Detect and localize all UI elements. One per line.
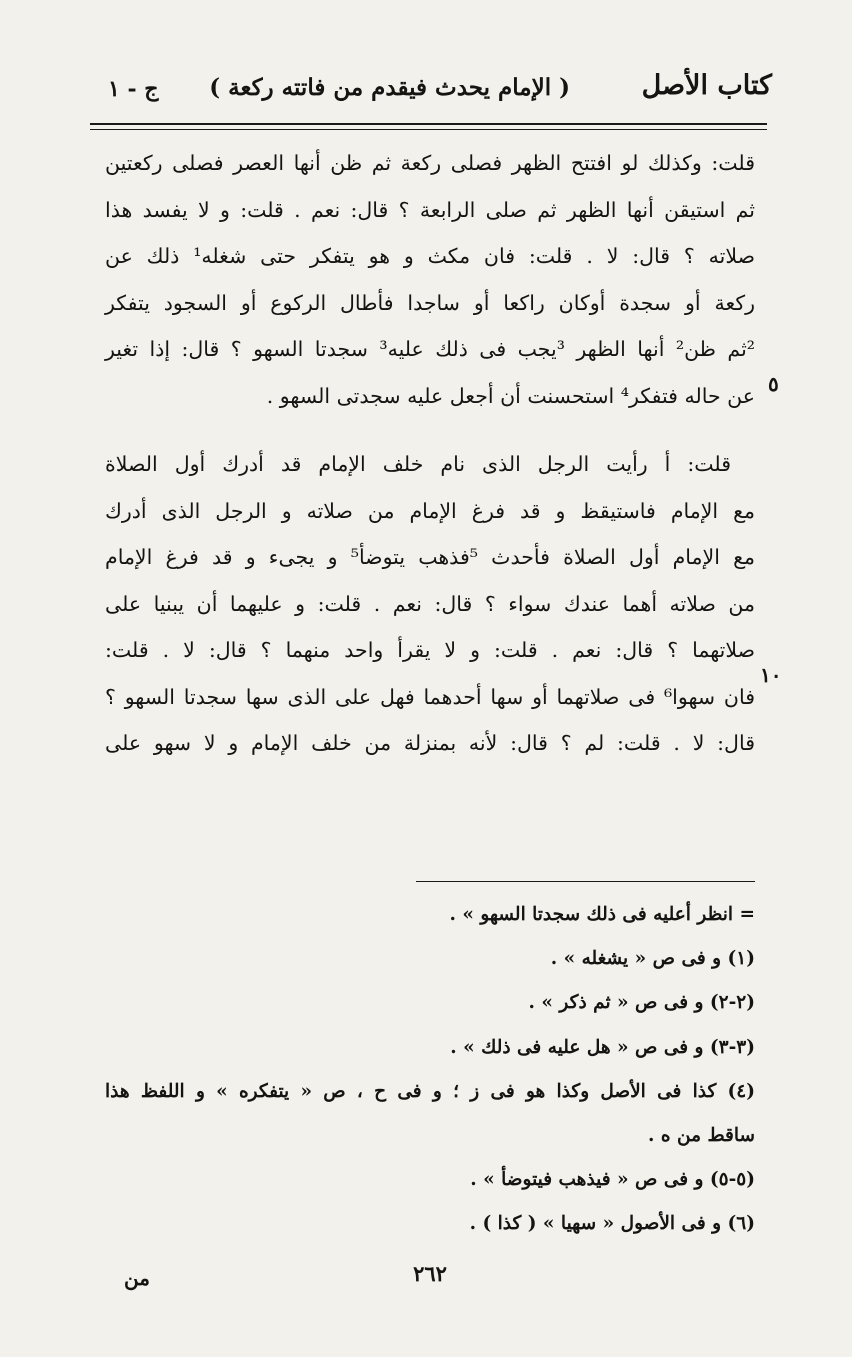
book-title: كتاب الأصل bbox=[641, 70, 772, 101]
footnote: ساقط من ه . bbox=[648, 1125, 755, 1147]
text-line: مع الإمام أول الصلاة فأحدث ⁵فذهب يتوضأ⁵ و يجىء و قد فرغ الإمام bbox=[105, 545, 755, 569]
line-number-10: ١٠ bbox=[760, 663, 782, 687]
footnote-rule bbox=[416, 881, 755, 882]
footnote: (٦) و فى الأصول « سهيا » ( كذا ) . bbox=[469, 1213, 755, 1235]
paragraph-2 bbox=[105, 441, 755, 767]
text-line: ركعة أو سجدة أوكان راكعا أو ساجدا فأطال الركوع أو السجود يتفكر bbox=[105, 290, 755, 315]
main-text bbox=[105, 140, 755, 767]
text-line: صلاته ؟ قال: لا . قلت: فان مكث و هو يتفكر حتى شغله¹ ذلك عن bbox=[105, 244, 755, 268]
footnote: = انظر أعليه فى ذلك سجدتا السهو » . bbox=[449, 904, 755, 925]
text-line: قال: لا . قلت: لم ؟ قال: لأنه بمنزلة من خلف الإمام و لا سهو على bbox=[105, 731, 755, 755]
chapter-title: ( الإمام يحدث فيقدم من فاتته ركعة ) bbox=[209, 74, 570, 101]
text-line: قلت: أ رأيت الرجل الذى نام خلف الإمام قد أدرك أول الصلاة bbox=[105, 452, 731, 476]
header-rule-thick bbox=[90, 123, 767, 125]
text-line: قلت: وكذلك لو افتتح الظهر فصلى ركعة ثم ظن أنها العصر فصلى ركعتين bbox=[105, 151, 755, 175]
volume-number: ج - ١ bbox=[108, 76, 159, 102]
text-line: مع الإمام فاستيقظ و قد فرغ الإمام من صلاته و الرجل الذى أدرك bbox=[105, 498, 755, 523]
footnote: (٤) كذا فى الأصل وكذا هو فى ز ؛ و فى ح ، ص « يتفكره » و اللفظ هذا bbox=[105, 1080, 755, 1102]
running-header bbox=[92, 62, 772, 116]
footnote: (٥-٥) و فى ص « فيذهب فيتوضأ » . bbox=[470, 1169, 755, 1191]
text-line: ثم استيقن أنها الظهر ثم صلى الرابعة ؟ قال: نعم . قلت: و لا يفسد هذا bbox=[105, 197, 755, 222]
catchword: من bbox=[124, 1266, 150, 1290]
text-line: عن حاله فتفكر⁴ استحسنت أن أجعل عليه سجدتى السهو . bbox=[266, 383, 755, 408]
paragraph-1 bbox=[105, 140, 755, 419]
footnote: (١) و فى ص « يشغله » . bbox=[550, 948, 755, 970]
footnote: (٣-٣) و فى ص « هل عليه فى ذلك » . bbox=[450, 1036, 755, 1058]
header-rule-thin bbox=[90, 129, 767, 130]
footnote: (٢-٢) و فى ص « ثم ذكر » . bbox=[528, 992, 755, 1014]
text-line: فان سهوا⁶ فى صلاتهما أو سها أحدهما فهل على الذى سها سجدتا السهو ؟ bbox=[105, 684, 756, 709]
footnotes bbox=[105, 893, 755, 1247]
line-number-5: ٥ bbox=[768, 372, 779, 396]
text-line: من صلاته أهما عندك سواء ؟ قال: نعم . قلت: و عليهما أن يبنيا على bbox=[105, 591, 755, 616]
page-number: ٢٦٢ bbox=[413, 1261, 447, 1286]
text-line: صلاتهما ؟ قال: نعم . قلت: و لا يقرأ واحد منهما ؟ قال: لا . قلت: bbox=[105, 638, 755, 662]
text-line: ²ثم ظن² أنها الظهر ³يجب فى ذلك عليه³ سجدتا السهو ؟ قال: إذا تغير bbox=[105, 337, 755, 361]
